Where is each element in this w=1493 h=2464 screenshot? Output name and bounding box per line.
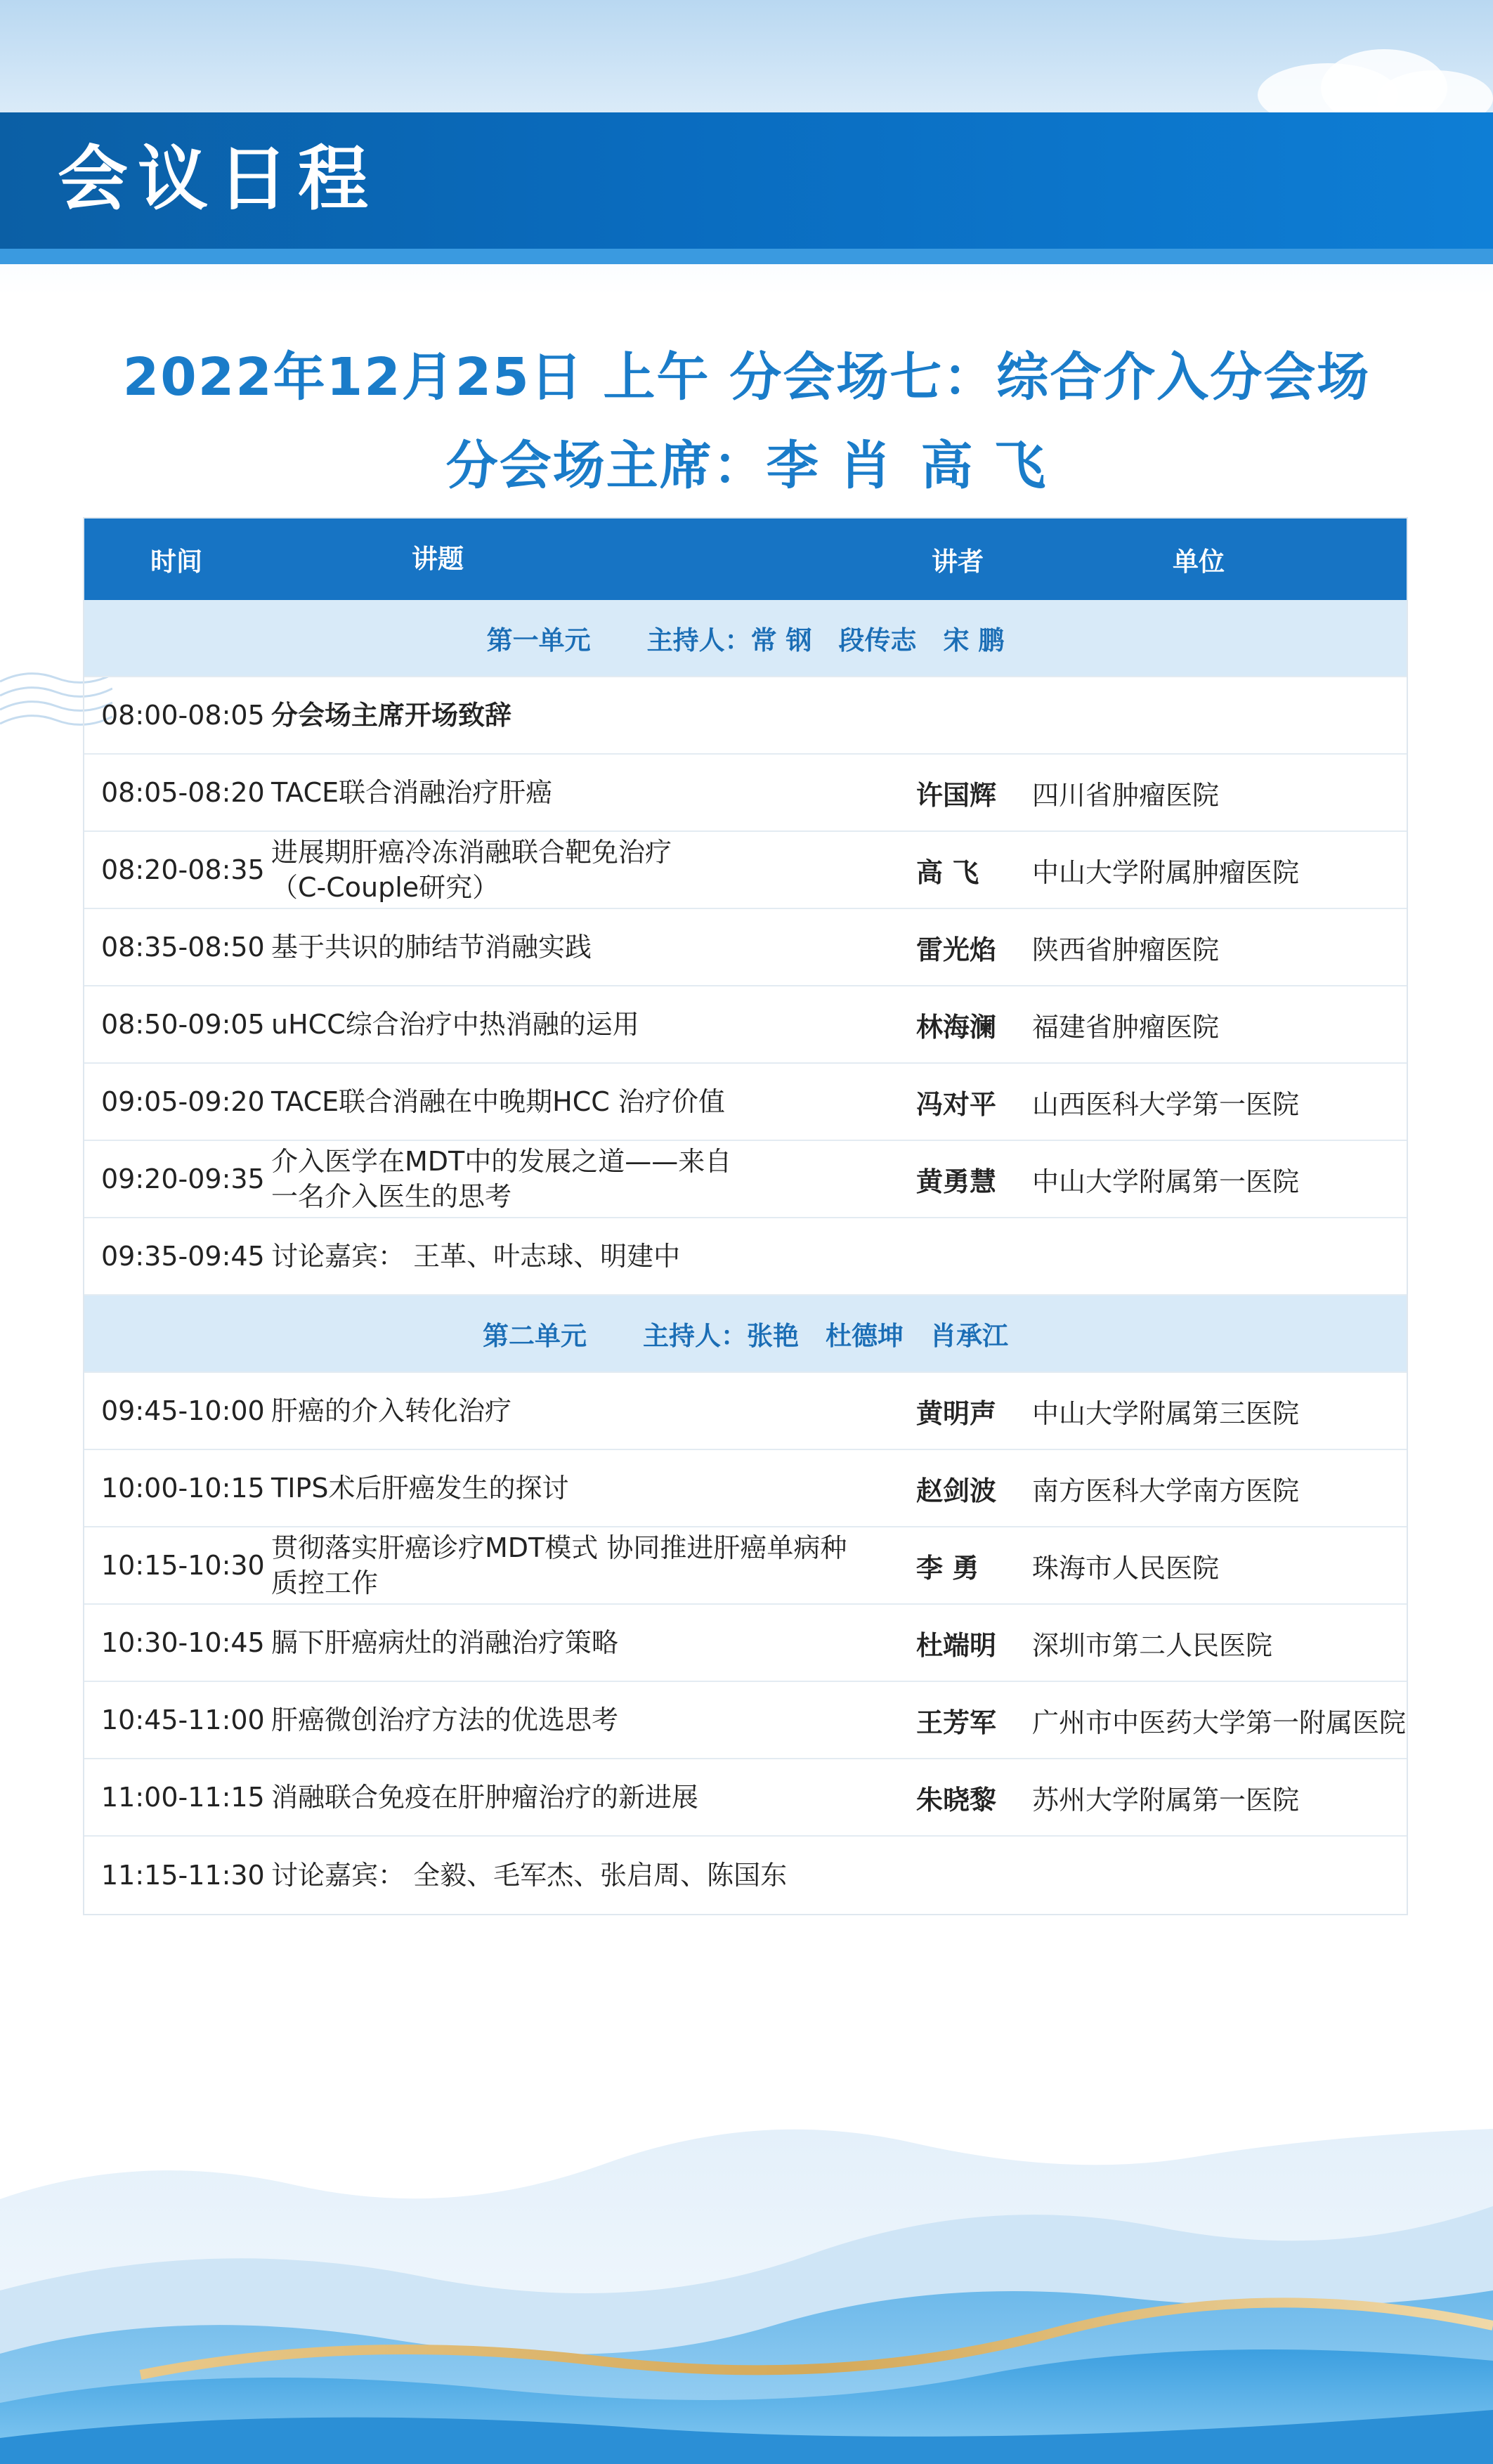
speaker-cell: 黄明声 (916, 1397, 997, 1429)
chair-label: 分会场主席： (445, 436, 767, 496)
time-cell: 11:00-11:15 (101, 1782, 265, 1813)
unit-cell: 广州市中医药大学第一附属医院 (1032, 1707, 1407, 1738)
topic-line: TACE联合消融治疗肝癌 (271, 777, 553, 808)
speaker-cell: 杜端明 (916, 1629, 997, 1661)
unit-cell: 中山大学附属第一医院 (1032, 1166, 1300, 1197)
speaker-cell: 冯对平 (916, 1088, 997, 1120)
topic-line: TACE联合消融在中晚期HCC 治疗价值 (271, 1086, 725, 1117)
table-row (84, 1373, 1407, 1450)
time-cell: 08:50-09:05 (101, 1009, 265, 1040)
topic-line: 膈下肝癌病灶的消融治疗策略 (271, 1627, 619, 1658)
time-cell: 09:05-09:20 (101, 1086, 265, 1117)
topic-cell (271, 1239, 916, 1274)
time-cell: 10:45-11:00 (101, 1704, 265, 1735)
topic-cell (271, 1007, 916, 1042)
speaker-cell: 许国辉 (916, 779, 997, 811)
column-header-topic: 讲题 (412, 544, 464, 574)
table-row (84, 677, 1407, 755)
table-row (84, 755, 1407, 832)
topic-cell (271, 698, 916, 733)
unit-name: 第一单元 (486, 625, 591, 656)
unit-cell: 深圳市第二人民医院 (1032, 1629, 1273, 1661)
column-header-unit: 单位 (1173, 547, 1225, 577)
time-cell: 10:00-10:15 (101, 1473, 265, 1504)
topic-cell (271, 775, 916, 810)
session-chairs (0, 424, 1493, 499)
unit-cell: 中山大学附属第三医院 (1032, 1397, 1300, 1429)
topic-line: 贯彻落实肝癌诊疗MDT模式 协同推进肝癌单病种 (271, 1532, 847, 1563)
topic-cell (271, 1393, 916, 1428)
unit-cell: 四川省肿瘤医院 (1032, 779, 1220, 811)
speaker-cell: 李 勇 (916, 1552, 979, 1584)
table-row (84, 1605, 1407, 1682)
table-row (84, 909, 1407, 986)
unit-host: 杜德坤 (826, 1321, 904, 1351)
chair-name: 高 飞 (920, 436, 1048, 496)
time-cell: 10:15-10:30 (101, 1550, 265, 1581)
speaker-cell: 黄勇慧 (916, 1166, 997, 1197)
unit-host: 主持人：张艳 (643, 1321, 799, 1351)
page-title: 会议日程 (58, 138, 378, 220)
topic-line: 讨论嘉宾： 全毅、毛军杰、张启周、陈国东 (271, 1860, 788, 1891)
table-row (84, 986, 1407, 1064)
speaker-cell: 王芳军 (916, 1707, 997, 1738)
unit-row (84, 1296, 1407, 1373)
topic-line: 基于共识的肺结节消融实践 (271, 932, 592, 963)
schedule-table (83, 517, 1408, 1915)
topic-cell (271, 1471, 916, 1506)
topic-line: 消融联合免疫在肝肿瘤治疗的新进展 (271, 1782, 699, 1813)
speaker-cell: 赵剑波 (916, 1475, 997, 1506)
time-cell: 11:15-11:30 (101, 1860, 265, 1891)
topic-line: 进展期肝癌冷冻消融联合靶免治疗 (271, 837, 672, 868)
chair-name: 李 肖 (766, 436, 893, 496)
topic-line: 介入医学在MDT中的发展之道——来自 (271, 1146, 732, 1177)
table-row (84, 832, 1407, 909)
time-cell: 10:30-10:45 (101, 1627, 265, 1658)
unit-host: 肖承江 (930, 1321, 1008, 1351)
unit-cell: 山西医科大学第一医院 (1032, 1088, 1300, 1120)
topic-cell (271, 1144, 916, 1214)
table-header (84, 519, 1407, 600)
table-row (84, 1759, 1407, 1837)
speaker-cell: 雷光焰 (916, 934, 997, 965)
table-row (84, 1064, 1407, 1141)
session-title: 2022年12月25日 上午 分会场七：综合介入分会场 (122, 347, 1371, 408)
table-row (84, 1450, 1407, 1527)
topic-line: 质控工作 (271, 1567, 379, 1598)
unit-host: 段传志 (838, 625, 917, 656)
speaker-cell: 林海澜 (916, 1011, 997, 1043)
time-cell: 09:20-09:35 (101, 1163, 265, 1194)
unit-host: 宋 鹏 (943, 625, 1005, 656)
time-cell: 09:45-10:00 (101, 1395, 265, 1426)
unit-row (84, 600, 1407, 677)
table-body (84, 600, 1407, 1914)
topic-cell (271, 1530, 916, 1601)
header-underline (0, 249, 1493, 264)
topic-cell (271, 1702, 916, 1738)
topic-line: TIPS术后肝癌发生的探讨 (271, 1473, 569, 1504)
speaker-cell: 高 飞 (916, 856, 979, 888)
topic-line: 肝癌的介入转化治疗 (271, 1395, 512, 1426)
time-cell: 08:05-08:20 (101, 777, 265, 808)
topic-line: 肝癌微创治疗方法的优选思考 (271, 1704, 619, 1735)
unit-cell: 福建省肿瘤医院 (1032, 1011, 1220, 1043)
topic-cell (271, 835, 916, 905)
time-cell: 09:35-09:45 (101, 1241, 265, 1272)
table-row (84, 1837, 1407, 1914)
topic-line: 讨论嘉宾： 王革、叶志球、明建中 (271, 1241, 681, 1272)
topic-line: 分会场主席开场致辞 (271, 700, 512, 731)
topic-line: 一名介入医生的思考 (271, 1181, 512, 1212)
time-cell: 08:35-08:50 (101, 932, 265, 963)
topic-cell (271, 1084, 916, 1119)
unit-cell: 苏州大学附属第一医院 (1032, 1784, 1300, 1816)
unit-name: 第二单元 (483, 1321, 587, 1351)
speaker-cell: 朱晓黎 (916, 1784, 997, 1816)
table-row (84, 1682, 1407, 1759)
column-header-time: 时间 (150, 547, 202, 577)
topic-cell (271, 1625, 916, 1660)
column-header-speaker: 讲者 (932, 547, 984, 577)
unit-cell: 中山大学附属肿瘤医院 (1032, 856, 1300, 888)
table-row (84, 1141, 1407, 1218)
landscape-decoration (0, 2023, 1493, 2464)
time-cell: 08:00-08:05 (101, 700, 265, 731)
unit-host: 主持人：常 钢 (646, 625, 812, 656)
topic-cell (271, 1780, 916, 1815)
table-row (84, 1218, 1407, 1296)
topic-cell (271, 930, 916, 965)
topic-line: （C-Couple研究） (271, 872, 500, 903)
topic-cell (271, 1858, 916, 1893)
unit-cell: 陕西省肿瘤医院 (1032, 934, 1220, 965)
table-row (84, 1527, 1407, 1605)
unit-cell: 南方医科大学南方医院 (1032, 1475, 1300, 1506)
unit-cell: 珠海市人民医院 (1032, 1552, 1220, 1584)
topic-line: uHCC综合治疗中热消融的运用 (271, 1009, 639, 1040)
time-cell: 08:20-08:35 (101, 854, 265, 885)
